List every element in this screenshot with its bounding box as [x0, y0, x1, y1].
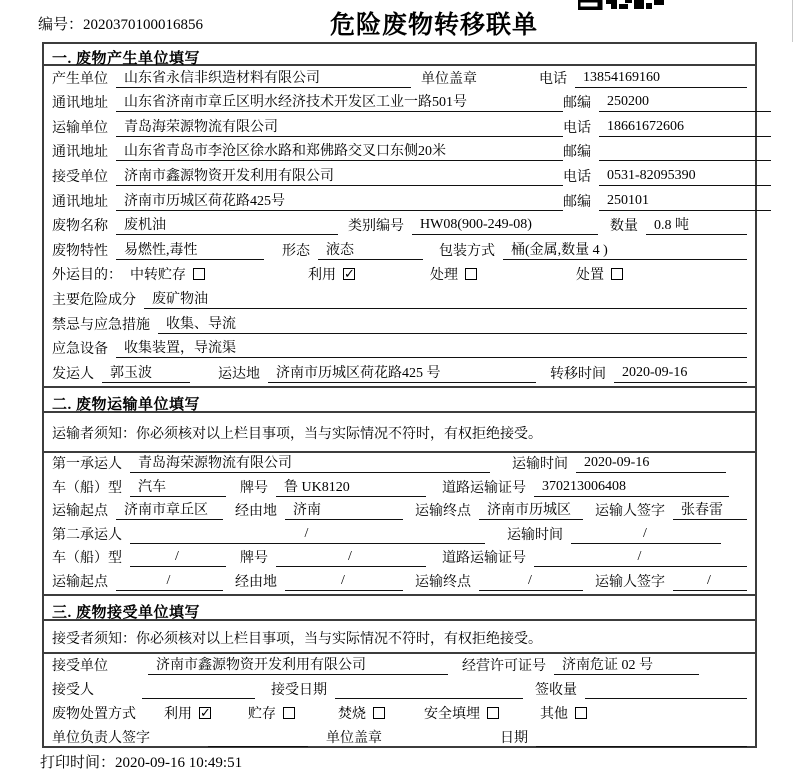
phone-label: 电话	[539, 71, 567, 87]
qr-code-partial-icon	[578, 0, 664, 10]
purpose-option-transfer-storage: 中转贮存	[130, 264, 308, 284]
route-end-value: 济南市历城区	[479, 499, 583, 520]
dispatcher-value: 郭玉波	[102, 362, 190, 383]
dispatcher-label: 发运人	[52, 366, 94, 382]
vehicle-type-value: 汽车	[130, 476, 226, 497]
transport-time-label: 运输时间	[507, 527, 563, 543]
accept-person-value	[142, 681, 255, 699]
page-title: 危险废物转移联单	[330, 12, 539, 39]
road-permit-label: 道路运输证号	[442, 551, 526, 567]
disposal-option-landfill: 安全填埋	[424, 703, 540, 723]
second-carrier-value: /	[130, 526, 485, 544]
second-route-row	[44, 570, 755, 594]
print-time-line	[40, 751, 242, 772]
checkbox-icon	[373, 707, 385, 719]
zip-label: 邮编	[563, 96, 591, 112]
serial-number: 2020370100016856	[83, 17, 204, 33]
phone-label: 电话	[563, 169, 591, 185]
manifest-form	[42, 42, 757, 748]
waste-name-row	[44, 214, 755, 239]
checkbox-icon	[611, 268, 623, 280]
page-edge-divider	[792, 0, 793, 42]
producer-address-value: 山东省济南市章丘区明水经济技术开发区工业一路501号	[116, 91, 563, 112]
checkbox-icon	[487, 707, 499, 719]
form-value: 液态	[318, 239, 423, 260]
purpose-row	[44, 263, 755, 288]
carrier-sign-value: 张春雷	[673, 499, 747, 520]
plate-value: 鲁 UK8120	[276, 476, 426, 497]
emergency-equipment-row	[44, 337, 755, 362]
first-carrier-row	[44, 453, 755, 477]
disposal-method-row	[44, 702, 755, 726]
emergency-measures-label: 禁忌与应急措施	[52, 317, 150, 333]
serial-number-line	[38, 13, 203, 34]
checkbox-icon	[465, 268, 477, 280]
checkbox-checked-icon	[343, 268, 355, 280]
responsible-sign-row	[44, 726, 755, 750]
route-start-label: 运输起点	[52, 574, 108, 590]
packaging-value: 桶(金属,数量 4 )	[503, 239, 747, 260]
emergency-equipment-label: 应急设备	[52, 342, 108, 358]
vehicle-type-label: 车（船）型	[52, 551, 122, 567]
first-vehicle-row	[44, 476, 755, 500]
route-end-value: /	[479, 573, 583, 591]
waste-qty-label: 数量	[610, 219, 638, 235]
carrier-sign-label: 运输人签字	[595, 574, 665, 590]
checkbox-icon	[575, 707, 587, 719]
plate-label: 牌号	[240, 480, 268, 496]
transporter-zip-value	[599, 143, 771, 161]
route-start-value: /	[116, 573, 223, 591]
receiver-zip-value: 250101	[599, 193, 771, 211]
transporter-value: 青岛海荣源物流有限公司	[116, 116, 563, 137]
hazard-label: 主要危险成分	[52, 292, 136, 308]
receiver-value: 济南市鑫源物资开发利用有限公司	[116, 165, 563, 186]
transporter-notice: 运输者须知：你必须核对以上栏目事项，当与实际情况不符时，有权拒绝接受。	[44, 413, 755, 453]
transport-time-value: 2020-09-16	[576, 455, 726, 473]
phone-label: 电话	[563, 120, 591, 136]
traits-label: 废物特性	[52, 243, 108, 259]
transporter-row	[44, 115, 755, 140]
zip-label: 邮编	[563, 145, 591, 161]
traits-value: 易燃性,毒性	[116, 239, 264, 260]
road-permit-value: 370213006408	[534, 479, 729, 497]
destination-value: 济南市历城区荷花路425 号	[268, 362, 536, 383]
transporter-address-row	[44, 140, 755, 165]
receiver-address-value: 济南市历城区荷花路425号	[116, 190, 563, 211]
route-start-label: 运输起点	[52, 504, 108, 520]
emergency-equipment-value: 收集装置，导流渠	[116, 337, 747, 358]
checkbox-icon	[193, 268, 205, 280]
producer-phone-value: 13854169160	[575, 70, 747, 88]
second-carrier-row	[44, 523, 755, 547]
transporter-label: 运输单位	[52, 120, 108, 136]
receiver-notice: 接受者须知：你必须核对以上栏目事项，当与实际情况不符时，有权拒绝接受。	[44, 621, 755, 654]
disposal-option-other: 其他	[540, 703, 587, 723]
serial-label: 编号：	[38, 17, 84, 33]
plate-label: 牌号	[240, 551, 268, 567]
waste-code-label: 类别编号	[348, 219, 404, 235]
producer-row	[44, 66, 755, 91]
address-label: 通讯地址	[52, 145, 108, 161]
carrier-sign-value: /	[673, 573, 747, 591]
seal-date-label: 日期	[500, 731, 528, 747]
accept-unit-label: 接受单位	[52, 658, 108, 674]
carrier-sign-label: 运输人签字	[595, 504, 665, 520]
accept-date-value	[335, 681, 523, 699]
receiver-label: 接受单位	[52, 169, 108, 185]
producer-value: 山东省永信非织造材料有限公司	[116, 67, 411, 88]
packaging-label: 包装方式	[439, 243, 495, 259]
emergency-measures-value: 收集、导流	[158, 313, 747, 334]
disposal-option-incinerate: 焚烧	[338, 703, 424, 723]
section1-heading: 一. 废物产生单位填写	[44, 44, 755, 66]
disposal-option-utilize: 利用 ✓	[164, 703, 248, 723]
hazard-value: 废矿物油	[144, 288, 747, 309]
document-header	[0, 0, 796, 42]
vehicle-type-label: 车（船）型	[52, 480, 122, 496]
destination-label: 运达地	[218, 366, 260, 382]
waste-name-label: 废物名称	[52, 219, 108, 235]
receiver-phone-value: 0531-82095390	[599, 168, 771, 186]
producer-zip-value: 250200	[599, 94, 771, 112]
first-route-row	[44, 500, 755, 524]
dispatch-row	[44, 361, 755, 386]
receiver-row	[44, 164, 755, 189]
waste-qty-value: 0.8 吨	[646, 214, 747, 235]
received-qty-label: 签收量	[535, 683, 577, 699]
checkbox-icon	[283, 707, 295, 719]
emergency-measures-row	[44, 312, 755, 337]
road-permit-label: 道路运输证号	[442, 480, 526, 496]
print-time-value: 2020-09-16 10:49:51	[115, 755, 243, 771]
received-qty-value	[585, 681, 747, 699]
route-via-label: 经由地	[235, 574, 277, 590]
transporter-address-value: 山东省青岛市李沧区徐水路和郑佛路交叉口东侧20米	[116, 140, 563, 161]
waste-name-value: 废机油	[116, 214, 338, 235]
address-label: 通讯地址	[52, 194, 108, 210]
disposal-option-store: 贮存	[248, 703, 338, 723]
address-label: 通讯地址	[52, 96, 108, 112]
vehicle-type-value: /	[130, 549, 226, 567]
second-carrier-label: 第二承运人	[52, 527, 122, 543]
disposal-method-label: 废物处置方式	[52, 707, 136, 723]
seal-date-value	[536, 729, 747, 747]
route-end-label: 运输终点	[415, 504, 471, 520]
route-via-value: 济南	[285, 499, 403, 520]
producer-label: 产生单位	[52, 71, 108, 87]
accept-date-label: 接受日期	[271, 683, 327, 699]
accept-person-label: 接受人	[52, 683, 94, 699]
license-value: 济南危证 02 号	[554, 654, 699, 675]
responsible-sign-value	[208, 729, 308, 747]
accept-unit-row	[44, 654, 755, 678]
transport-time-value: /	[571, 526, 721, 544]
purpose-option-treat: 处理	[430, 264, 576, 284]
accept-unit-value: 济南市鑫源物资开发利用有限公司	[148, 654, 448, 675]
transport-time-label: 运输时间	[512, 457, 568, 473]
waste-code-value: HW08(900-249-08)	[412, 217, 598, 235]
purpose-label: 外运目的：	[52, 268, 122, 284]
road-permit-value: /	[534, 549, 747, 567]
plate-value: /	[276, 549, 426, 567]
section3-heading: 三. 废物接受单位填写	[44, 594, 755, 621]
purpose-option-dispose: 处置	[576, 264, 623, 284]
route-start-value: 济南市章丘区	[116, 499, 223, 520]
route-end-label: 运输终点	[415, 574, 471, 590]
route-via-label: 经由地	[235, 504, 277, 520]
transfer-time-value: 2020-09-16	[614, 365, 747, 383]
form-label: 形态	[282, 243, 310, 259]
unit-seal-label: 单位盖章	[421, 71, 477, 87]
purpose-option-utilize: 利用 ✓	[308, 264, 430, 284]
license-label: 经营许可证号	[462, 658, 546, 674]
section2-heading: 二. 废物运输单位填写	[44, 386, 755, 413]
producer-address-row	[44, 91, 755, 116]
transporter-phone-value: 18661672606	[599, 119, 771, 137]
accept-person-row	[44, 678, 755, 702]
zip-label: 邮编	[563, 194, 591, 210]
hazard-row	[44, 287, 755, 312]
unit-seal-label: 单位盖章	[326, 731, 382, 747]
waste-traits-row	[44, 238, 755, 263]
responsible-sign-label: 单位负责人签字	[52, 731, 150, 747]
print-time-label: 打印时间：	[40, 755, 116, 771]
route-via-value: /	[285, 573, 403, 591]
transfer-time-label: 转移时间	[550, 366, 606, 382]
first-carrier-value: 青岛海荣源物流有限公司	[130, 452, 490, 473]
second-vehicle-row	[44, 547, 755, 571]
receiver-address-row	[44, 189, 755, 214]
checkbox-checked-icon	[199, 707, 211, 719]
first-carrier-label: 第一承运人	[52, 457, 122, 473]
